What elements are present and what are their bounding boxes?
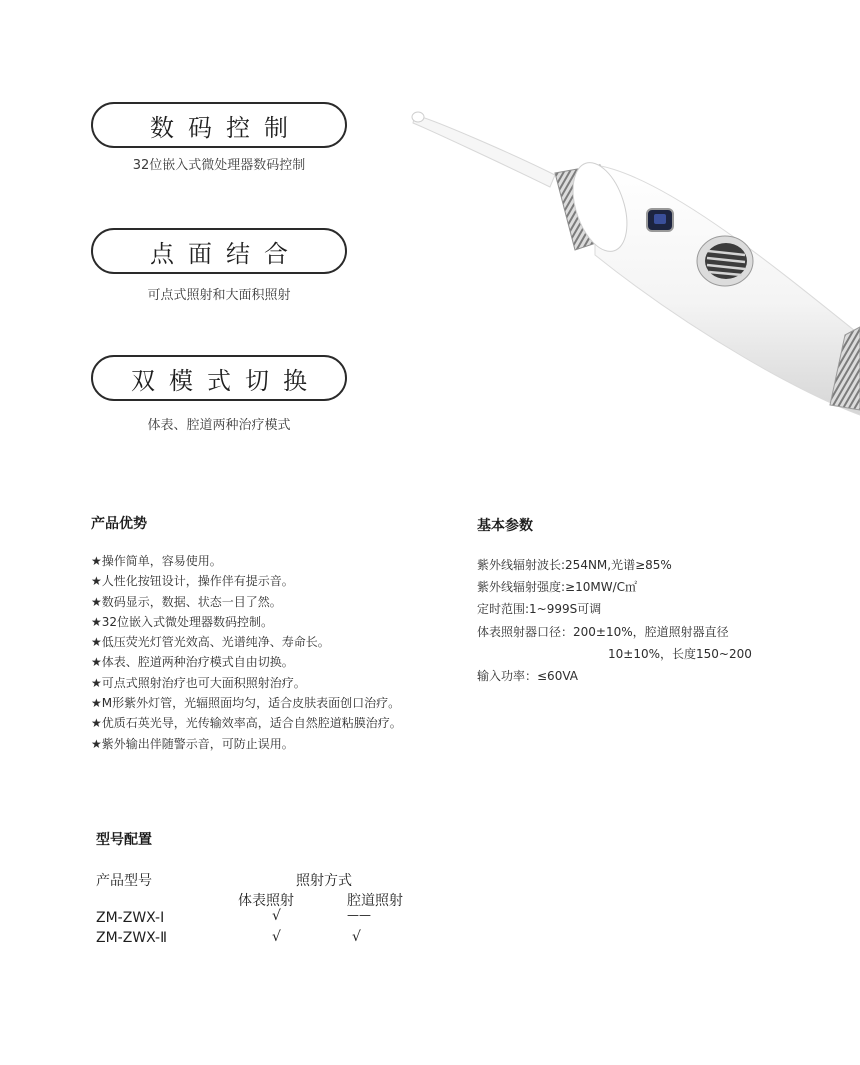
list-item: 10±10%，长度150~200 bbox=[608, 646, 752, 661]
list-item: 体表照射器口径：200±10%，腔道照射器直径 bbox=[477, 624, 729, 639]
list-item: ★人性化按钮设计，操作伴有提示音。 bbox=[91, 574, 294, 589]
feature-subtitle: 可点式照射和大面积照射 bbox=[147, 288, 291, 303]
feature-pill-digital bbox=[91, 102, 347, 148]
table-row-surface: √ bbox=[272, 908, 281, 924]
feature-title: 点面结合 bbox=[150, 239, 302, 268]
advantages-list bbox=[91, 551, 402, 754]
list-item: ★体表、腔道两种治疗模式自由切换。 bbox=[91, 655, 294, 670]
list-item: ★优质石英光导，光传输效率高，适合自然腔道粘膜治疗。 bbox=[91, 716, 402, 731]
list-item: ★紫外输出伴随警示音，可防止误用。 bbox=[91, 736, 294, 751]
table-row-surface: √ bbox=[272, 929, 281, 945]
col-header-cavity: 腔道照射 bbox=[347, 893, 403, 909]
table-row-cavity: √ bbox=[352, 929, 361, 945]
col-header-model: 产品型号 bbox=[96, 873, 152, 889]
params-list bbox=[477, 554, 752, 687]
params-heading: 基本参数 bbox=[477, 518, 533, 534]
feature-subtitle: 体表、腔道两种治疗模式 bbox=[147, 418, 291, 433]
list-item: 紫外线辐射强度:≥10MW/C㎡ bbox=[477, 580, 638, 595]
advantages-heading: 产品优势 bbox=[91, 516, 147, 532]
feature-pill-point-surface bbox=[91, 228, 347, 274]
list-item: 定时范围:1~999S可调 bbox=[477, 602, 602, 617]
col-header-surface: 体表照射 bbox=[238, 893, 294, 909]
uv-device-image bbox=[405, 95, 860, 435]
models-heading: 型号配置 bbox=[96, 832, 152, 848]
list-item: ★操作简单，容易使用。 bbox=[91, 554, 222, 568]
feature-pill-dual-mode bbox=[91, 355, 347, 401]
col-header-method: 照射方式 bbox=[296, 873, 352, 889]
table-row-model: ZM-ZWX-Ⅱ bbox=[96, 930, 167, 946]
list-item: ★可点式照射治疗也可大面积照射治疗。 bbox=[91, 675, 306, 690]
feature-subtitle: 32位嵌入式微处理器数码控制 bbox=[132, 158, 306, 173]
list-item: ★数码显示，数据、状态一目了然。 bbox=[91, 594, 282, 609]
list-item: 输入功率：≤60VA bbox=[477, 669, 578, 684]
feature-title: 数码控制 bbox=[150, 113, 302, 142]
list-item: ★M形紫外灯管，光辐照面均匀，适合皮肤表面创口治疗。 bbox=[91, 696, 401, 711]
table-row-cavity: —— bbox=[347, 908, 371, 922]
table-row-model: ZM-ZWX-Ⅰ bbox=[96, 910, 165, 926]
list-item: ★低压荧光灯管光效高、光谱纯净、寿命长。 bbox=[91, 635, 330, 650]
list-item: 紫外线辐射波长:254NM,光谱≥85% bbox=[477, 558, 672, 572]
list-item: ★32位嵌入式微处理器数码控制。 bbox=[91, 614, 274, 629]
feature-title: 双模式切换 bbox=[131, 366, 321, 395]
